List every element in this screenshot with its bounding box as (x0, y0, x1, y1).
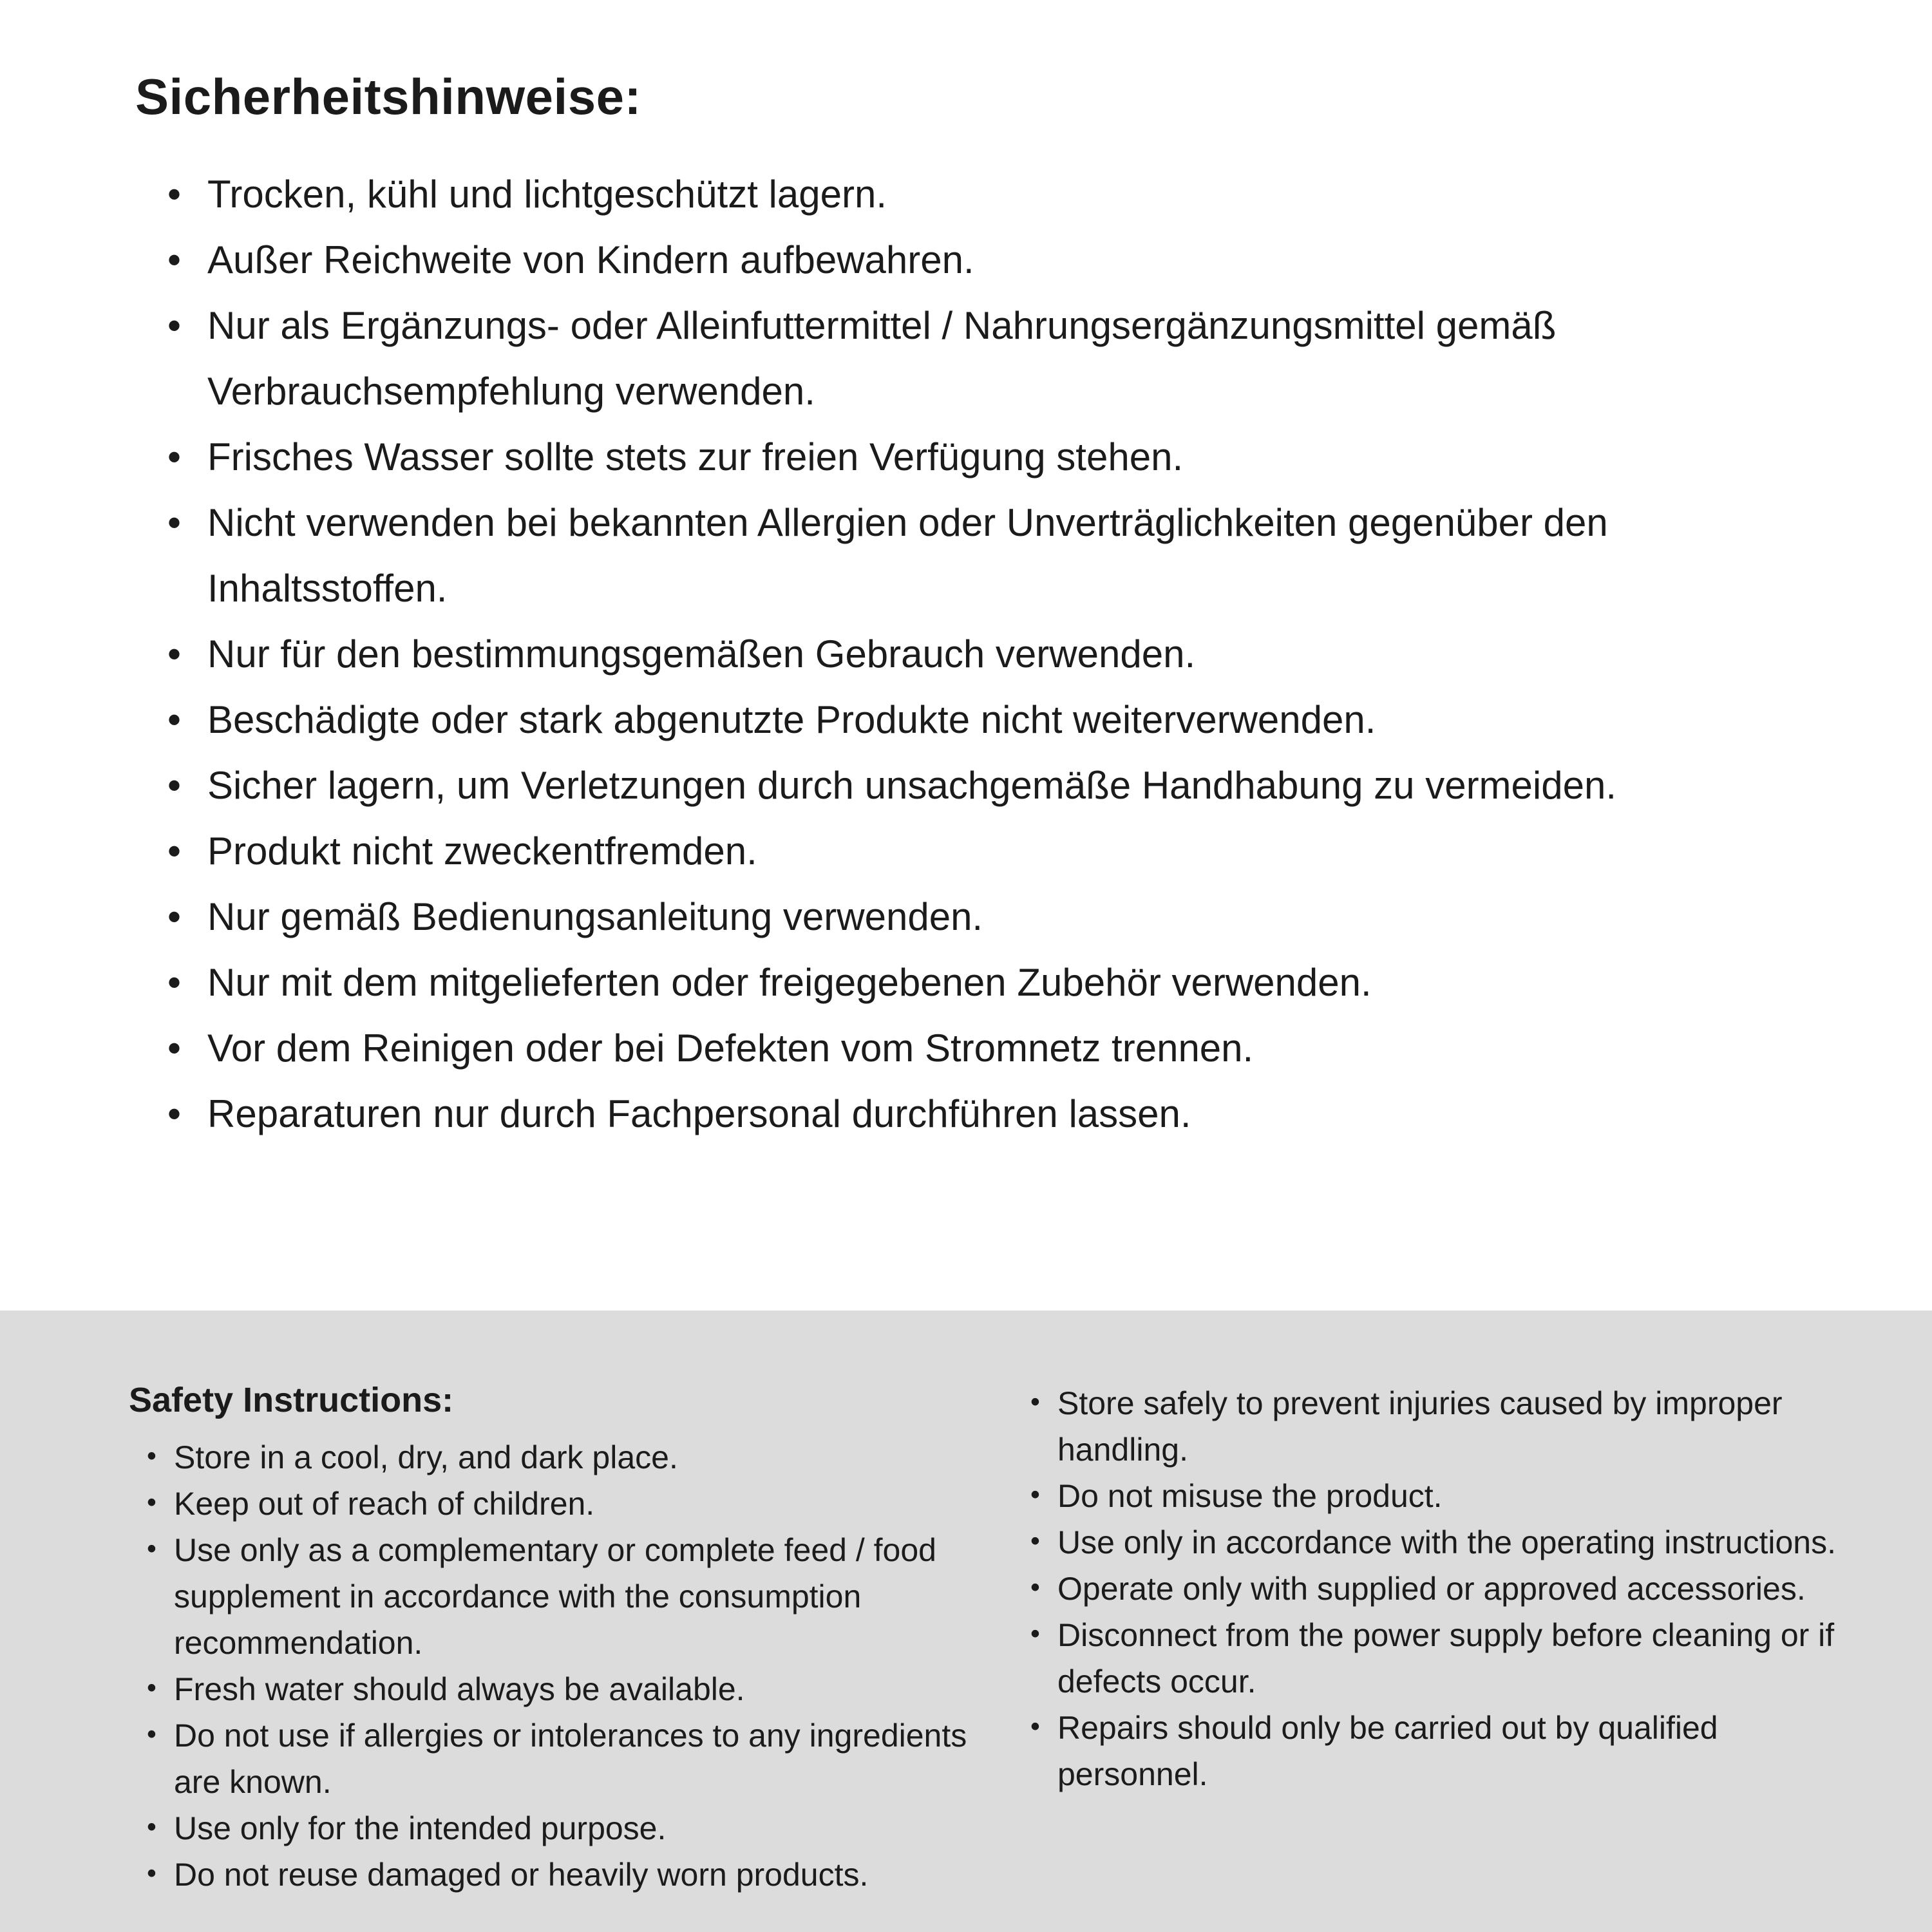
list-item: • Repairs should only be carried out by qualified personnel. (1030, 1705, 1848, 1797)
list-item: • Operate only with supplied or approved accessories. (1030, 1566, 1848, 1612)
list-item: • Nur als Ergänzungs- oder Alleinfuttermittel / Nahrungsergänzungsmittel gemäß Verbrauchsempfehlung verwenden. (167, 293, 1855, 424)
list-item: • Trocken, kühl und lichtgeschützt lagern. (167, 162, 1855, 227)
list-item: • Do not misuse the product. (1030, 1473, 1848, 1519)
english-instructions-list-left (129, 1434, 985, 1898)
list-item: • Vor dem Reinigen oder bei Defekten vom Stromnetz trennen. (167, 1016, 1855, 1081)
list-item: • Nur mit dem mitgelieferten oder freigegebenen Zubehör verwenden. (167, 950, 1855, 1016)
list-item: • Nur gemäß Bedienungsanleitung verwenden. (167, 884, 1855, 950)
list-item: • Reparaturen nur durch Fachpersonal durchführen lassen. (167, 1081, 1855, 1147)
english-left-column (129, 1380, 985, 1898)
german-section-title: Sicherheitshinweise: (135, 68, 641, 125)
list-item: • Nur für den bestimmungsgemäßen Gebrauch verwenden. (167, 621, 1855, 687)
list-item: • Beschädigte oder stark abgenutzte Produkte nicht weiterverwenden. (167, 687, 1855, 753)
german-instructions-list (135, 162, 1855, 1147)
english-right-column (1030, 1380, 1848, 1797)
list-item: • Sicher lagern, um Verletzungen durch unsachgemäße Handhabung zu vermeiden. (167, 753, 1855, 819)
list-item: • Do not use if allergies or intolerances to any ingredients are known. (147, 1712, 985, 1805)
list-item: • Use only for the intended purpose. (147, 1805, 985, 1852)
list-item: • Store safely to prevent injuries caused by improper handling. (1030, 1380, 1848, 1473)
english-section (0, 1311, 1932, 1932)
list-item: • Use only as a complementary or complete feed / food supplement in accordance with the consumption recommendation. (147, 1527, 985, 1666)
list-item: • Fresh water should always be available. (147, 1666, 985, 1712)
list-item: • Disconnect from the power supply before cleaning or if defects occur. (1030, 1612, 1848, 1705)
list-item: • Nicht verwenden bei bekannten Allergien oder Unverträglichkeiten gegenüber den Inhaltsstoffen. (167, 490, 1855, 621)
list-item: • Frisches Wasser sollte stets zur freien Verfügung stehen. (167, 424, 1855, 490)
list-item: • Außer Reichweite von Kindern aufbewahren. (167, 227, 1855, 293)
list-item: • Use only in accordance with the operating instructions. (1030, 1519, 1848, 1566)
english-section-title: Safety Instructions: (129, 1381, 454, 1419)
english-instructions-list-right (1030, 1380, 1848, 1797)
list-item: • Store in a cool, dry, and dark place. (147, 1434, 985, 1481)
list-item: • Produkt nicht zweckentfremden. (167, 819, 1855, 884)
list-item: • Do not reuse damaged or heavily worn products. (147, 1852, 985, 1898)
list-item: • Keep out of reach of children. (147, 1481, 985, 1527)
